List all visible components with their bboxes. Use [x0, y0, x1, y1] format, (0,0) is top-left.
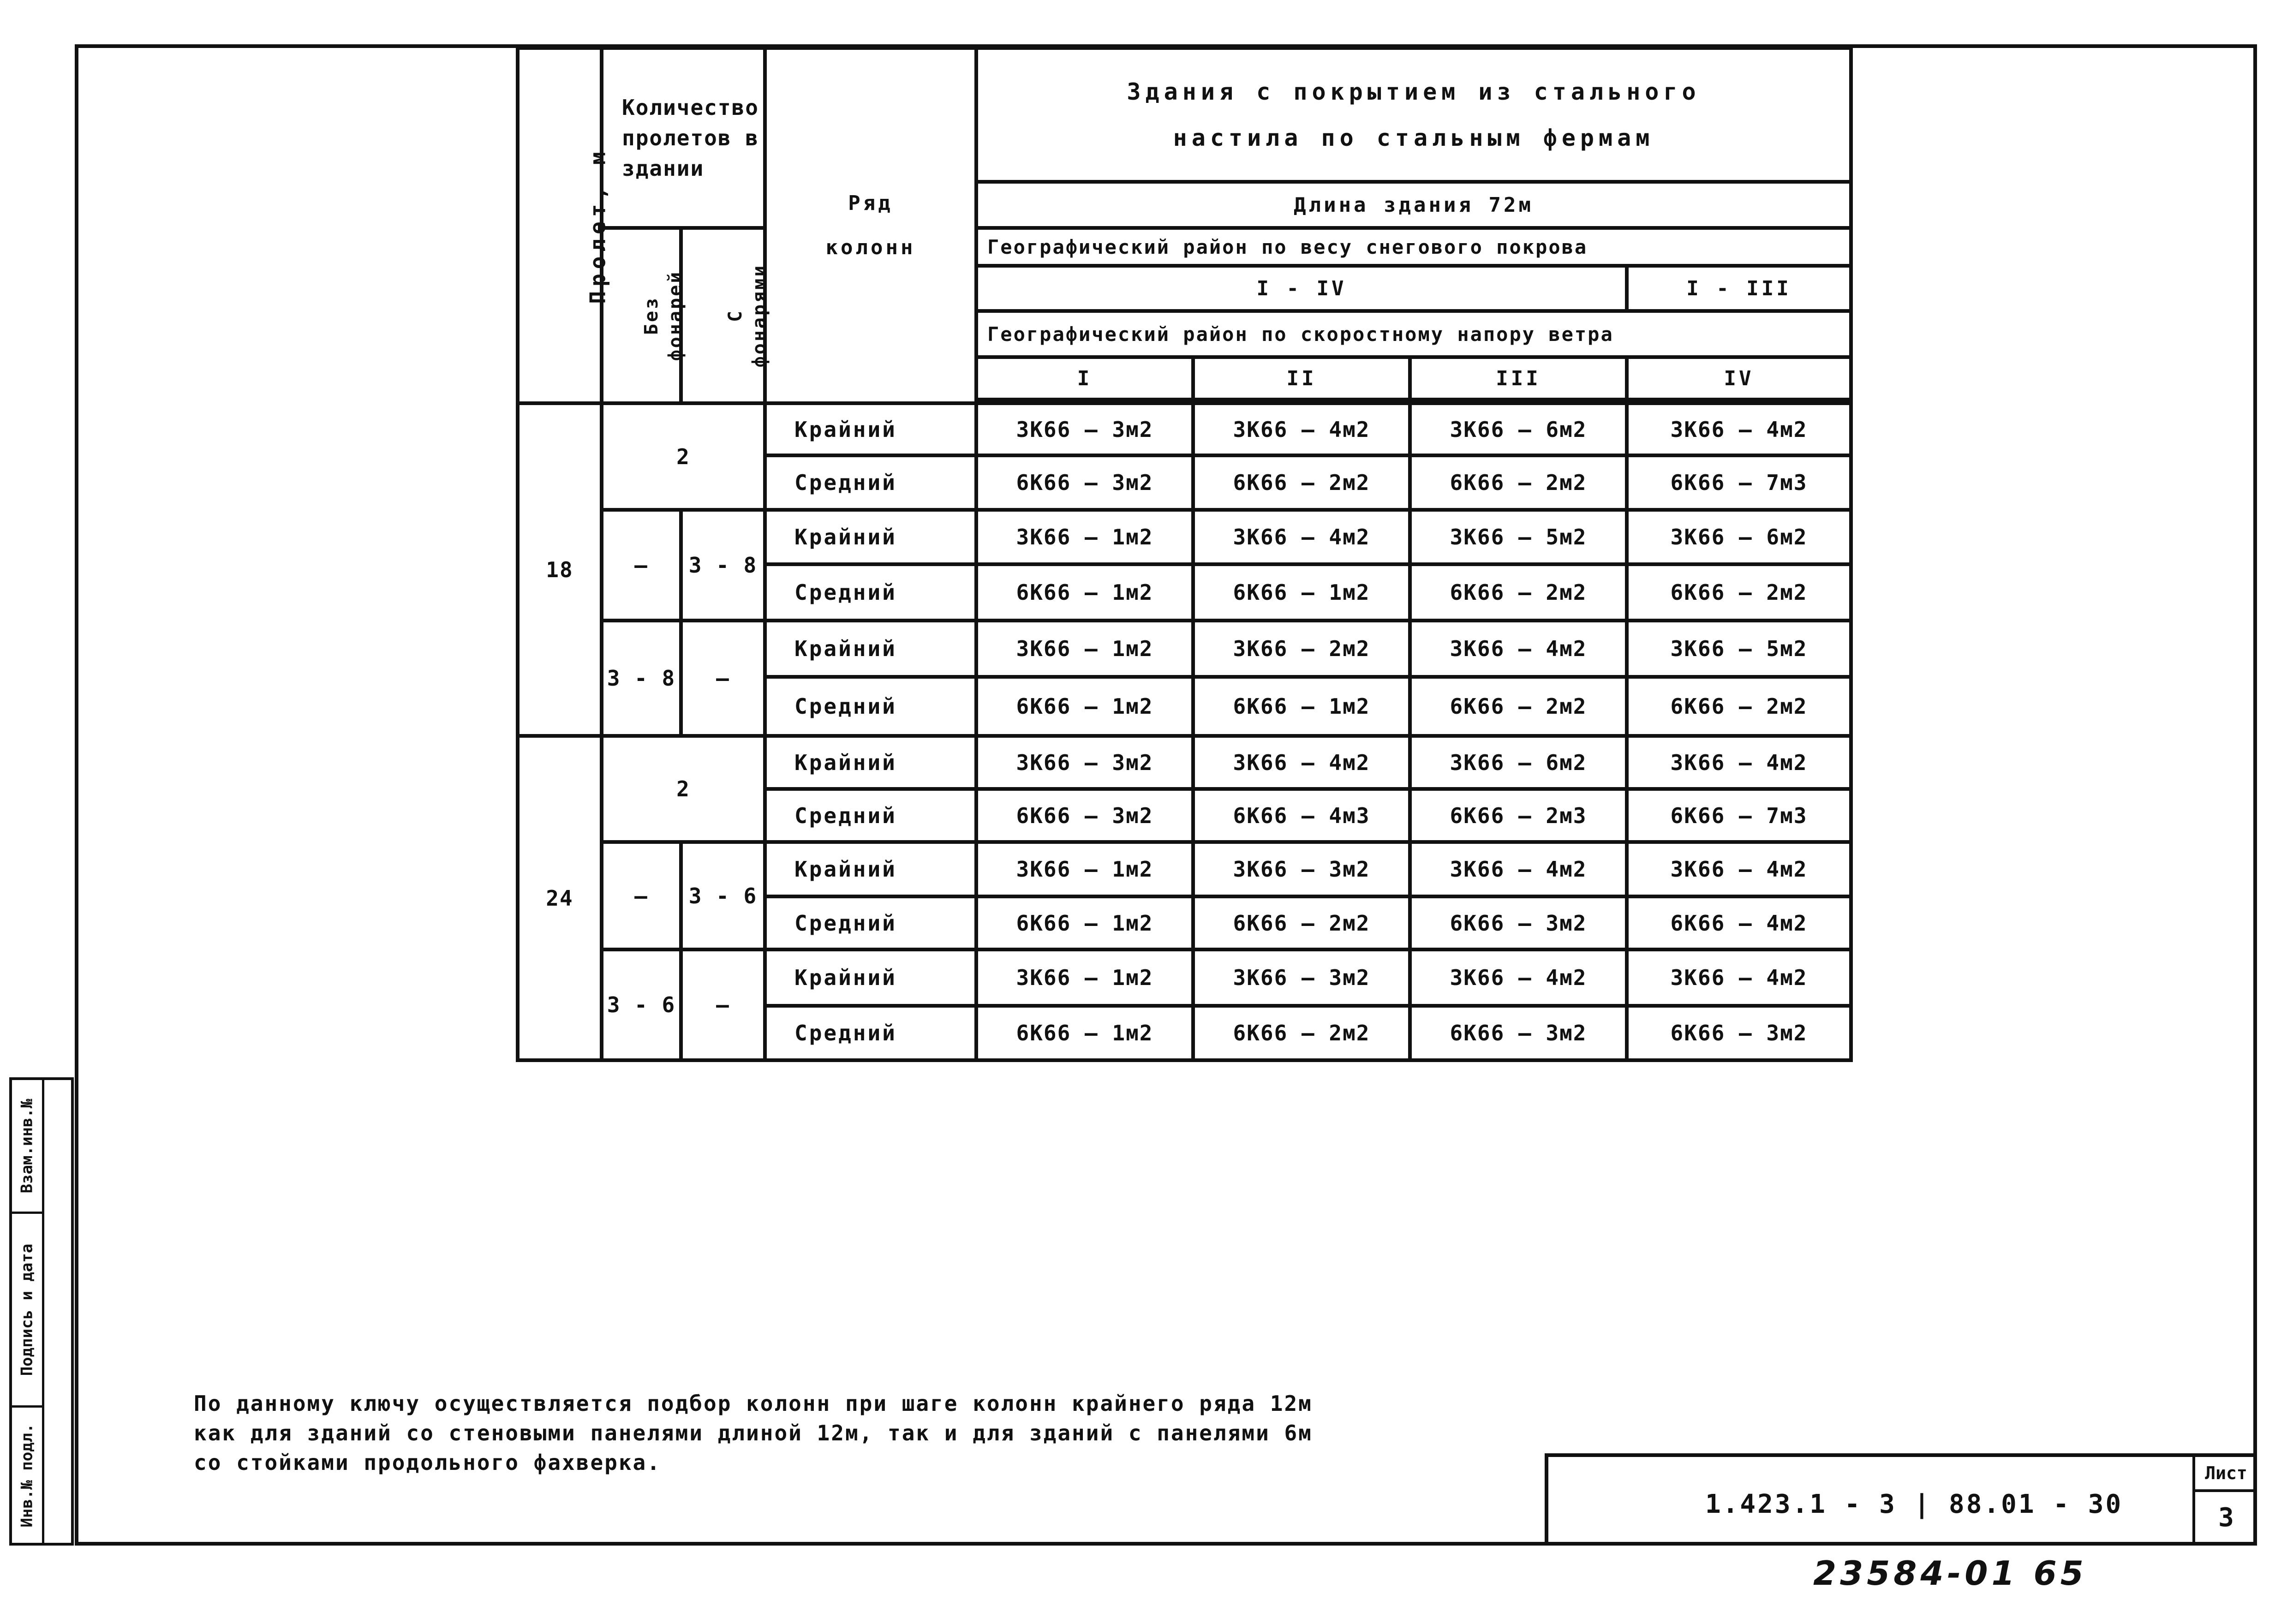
column-mark: 3К66 — 4м2 [1627, 949, 1851, 1006]
column-mark: 3К66 — 5м2 [1627, 621, 1851, 677]
column-mark: 6К66 — 2м2 [1193, 455, 1410, 510]
column-row-cell: Средний [765, 677, 976, 736]
column-mark: 6К66 — 2м3 [1410, 789, 1627, 842]
column-row-cell: Средний [765, 455, 976, 510]
column-mark: 6К66 — 2м2 [1627, 677, 1851, 736]
column-mark: 3К66 — 6м2 [1410, 403, 1627, 455]
column-mark: 6К66 — 2м2 [1193, 1006, 1410, 1060]
document-code: 1.423.1 - 3 | 88.01 - 30 [1705, 1489, 2123, 1519]
column-mark: 3К66 — 4м2 [1410, 842, 1627, 896]
with-lanterns-cell: 3 - 6 [681, 842, 765, 949]
note-line: со стойками продольного фахверка. [194, 1450, 661, 1475]
column-mark: 3К66 — 4м2 [1627, 842, 1851, 896]
snow-zone-b: I - III [1627, 266, 1851, 311]
wind-zone-2: II [1193, 357, 1410, 400]
column-mark: 3К66 — 1м2 [976, 621, 1193, 677]
column-mark: 6К66 — 7м3 [1627, 455, 1851, 510]
column-mark: 6К66 — 1м2 [1193, 564, 1410, 621]
without-lanterns-header: Без фонарей [602, 228, 681, 403]
spans-count-header: Количество пролетов в здании [602, 48, 765, 228]
column-mark: 3К66 — 6м2 [1627, 510, 1851, 564]
signature-date-cell [12, 1214, 42, 1408]
snow-zone-a: I - IV [976, 266, 1627, 311]
without-lanterns-cell: — [602, 842, 681, 949]
column-row-cell: Средний [765, 896, 976, 949]
original-inventory-label: Инв.№ подл. [18, 1423, 36, 1528]
sheet-label: Лист [2195, 1457, 2257, 1492]
column-row-cell: Крайний [765, 842, 976, 896]
column-mark: 3К66 — 4м2 [1193, 510, 1410, 564]
with-lanterns-cell: 3 - 8 [681, 510, 765, 621]
original-inventory-cell [12, 1408, 42, 1543]
column-mark: 6К66 — 2м2 [1410, 455, 1627, 510]
column-mark: 6К66 — 1м2 [976, 564, 1193, 621]
column-mark: 3К66 — 3м2 [1193, 842, 1410, 896]
column-mark: 6К66 — 2м2 [1410, 677, 1627, 736]
with-lanterns-header: С фонарями [681, 228, 765, 403]
replace-inventory-cell [12, 1080, 42, 1214]
column-mark: 6К66 — 2м2 [1193, 896, 1410, 949]
column-mark: 3К66 — 4м2 [1627, 403, 1851, 455]
signature-date-label: Подпись и дата [18, 1243, 36, 1376]
column-row-header: Ряд колонн [765, 48, 976, 403]
column-row-cell: Средний [765, 1006, 976, 1060]
column-row-cell: Крайний [765, 510, 976, 564]
wind-zone-3: III [1410, 357, 1627, 400]
column-mark: 3К66 — 1м2 [976, 510, 1193, 564]
column-mark: 3К66 — 1м2 [976, 949, 1193, 1006]
with-lanterns-cell: — [681, 621, 765, 736]
column-mark: 3К66 — 1м2 [976, 842, 1193, 896]
title-block [1545, 1453, 2257, 1546]
column-mark: 6К66 — 1м2 [976, 677, 1193, 736]
without-lanterns-cell: 3 - 8 [602, 621, 681, 736]
column-mark: 3К66 — 4м2 [1627, 736, 1851, 789]
column-mark: 6К66 — 1м2 [976, 1006, 1193, 1060]
column-mark: 3К66 — 6м2 [1410, 736, 1627, 789]
column-mark: 3К66 — 4м2 [1193, 736, 1410, 789]
building-length-header: Длина здания 72м [976, 182, 1851, 228]
span-value: 18 [518, 403, 602, 736]
snow-region-header: Географический район по весу снегового покрова [976, 228, 1851, 266]
column-row-cell: Крайний [765, 949, 976, 1006]
column-mark: 3К66 — 4м2 [1193, 403, 1410, 455]
column-mark: 6К66 — 4м3 [1193, 789, 1410, 842]
note-line: как для зданий со стеновыми панелями длиной 12м, так и для зданий с панелями 6м [194, 1421, 1313, 1445]
column-row-cell: Крайний [765, 621, 976, 677]
column-mark: 6К66 — 2м2 [1410, 564, 1627, 621]
column-mark: 6К66 — 7м3 [1627, 789, 1851, 842]
spans-count-cell: 2 [602, 736, 765, 842]
column-mark: 3К66 — 4м2 [1410, 621, 1627, 677]
column-mark: 6К66 — 1м2 [1193, 677, 1410, 736]
column-row-cell: Средний [765, 789, 976, 842]
note-line: По данному ключу осуществляется подбор колонн при шаге колонн крайнего ряда 12м [194, 1391, 1313, 1416]
wind-zone-1: I [976, 357, 1193, 400]
column-selection-table [516, 46, 1853, 1062]
side-stamp-strip [9, 1077, 74, 1546]
column-mark: 6К66 — 3м2 [976, 455, 1193, 510]
column-mark: 6К66 — 3м2 [1627, 1006, 1851, 1060]
column-mark: 3К66 — 5м2 [1410, 510, 1627, 564]
column-mark: 6К66 — 3м2 [1410, 1006, 1627, 1060]
column-mark: 3К66 — 3м2 [1193, 949, 1410, 1006]
column-mark: 3К66 — 4м2 [1410, 949, 1627, 1006]
column-mark: 3К66 — 2м2 [1193, 621, 1410, 677]
spans-count-cell: 2 [602, 403, 765, 510]
span-header: Пролет, м [518, 48, 602, 403]
sheet-box [2192, 1457, 2257, 1546]
side-stamp-column [12, 1080, 44, 1543]
column-mark: 3К66 — 3м2 [976, 736, 1193, 789]
column-mark: 6К66 — 3м2 [976, 789, 1193, 842]
column-row-cell: Крайний [765, 736, 976, 789]
wind-region-header: Географический район по скоростному напору ветра [976, 311, 1851, 357]
column-row-cell: Средний [765, 564, 976, 621]
column-mark: 6К66 — 4м2 [1627, 896, 1851, 949]
sheet-number: 3 [2218, 1502, 2234, 1533]
wind-zone-4: IV [1627, 357, 1851, 400]
column-mark: 6К66 — 3м2 [1410, 896, 1627, 949]
column-row-cell: Крайний [765, 403, 976, 455]
column-mark: 6К66 — 2м2 [1627, 564, 1851, 621]
span-value: 24 [518, 736, 602, 1060]
column-mark: 6К66 — 1м2 [976, 896, 1193, 949]
without-lanterns-cell: 3 - 6 [602, 949, 681, 1060]
replace-inventory-label: Взам.инв.№ [18, 1099, 36, 1193]
without-lanterns-cell: — [602, 510, 681, 621]
with-lanterns-cell: — [681, 949, 765, 1060]
archive-number: 23584-01 65 [1813, 1554, 2087, 1593]
note-text [194, 1389, 1439, 1477]
table-title: Здания с покрытием из стального настила по стальным фермам [976, 48, 1851, 182]
column-mark: 3К66 — 3м2 [976, 403, 1193, 455]
